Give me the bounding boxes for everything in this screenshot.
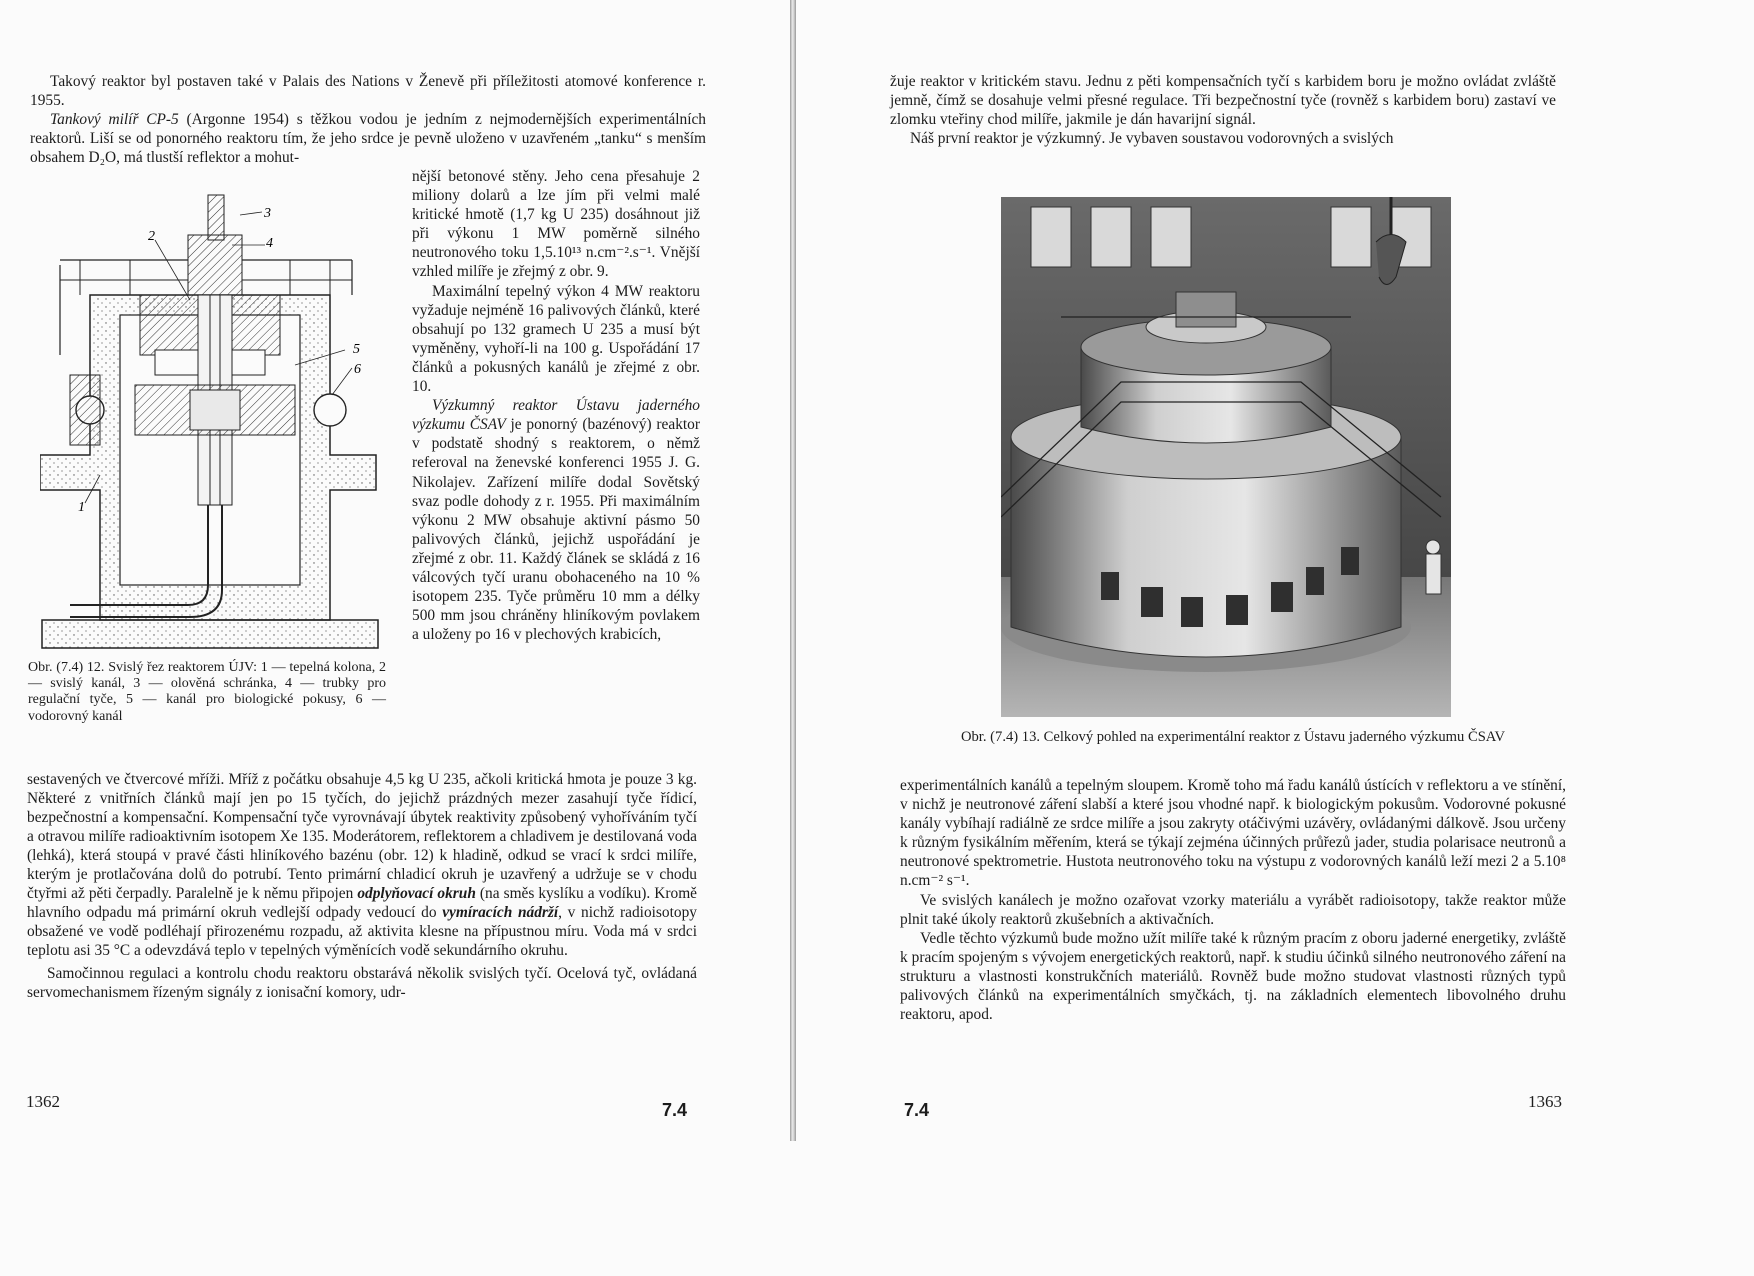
paragraph-regulation-cont: žuje reaktor v kritickém stavu. Jednu z pěti kompensačních tyčí s karbidem boru je možno ovládat zvláště jemně, čímž se dosahuje velmi přesné regulace. Tři bezpečnostní tyče (rovněž s karbidem boru) zastaví ve zlomku vteřiny chod milíře, jakmile je dán havarijní signál. — [890, 73, 1556, 129]
left-page — [0, 0, 790, 1141]
figure-label-4: 4 — [266, 236, 273, 251]
paragraph-vertical-channels: Ve svislých kanálech je možno ozařovat vzorky materiálu a vyrábět radioisotopy, takže reaktor může plnit také úkoly reaktorů zkušebních a aktivačních. — [900, 891, 1566, 928]
paragraph-ujv-body: je ponorný (bazénový) reaktor v podstatě shodný s reaktorem, o němž referoval na ženevské konferenci 1955 J. G. Nikolajev. Zařízení milíře dodal Sovětský svaz podle dohody z r. 1955. Při maximálním výkonu 2 MW obsahuje aktivní pásmo 50 palivových článků, jejichž uspořádání je zřejmé z obr. 11. Každý článek se skládá z 16 válcových tyčí uranu obohaceného na 10 % isotopem 235. Tyče průměru 10 mm a délky 500 mm jsou chráněny hliníkovým povlakem a uloženy po 16 v plechových krabicích, — [412, 416, 700, 644]
paragraph-lattice-b: (na směs kyslíku a vodíku). Kromě hlavního odpadu má primární okruh vedlejší odpady vedoucí do — [27, 885, 697, 921]
left-bottom-text — [27, 770, 697, 1002]
paragraph-max-power: Maximální tepelný výkon 4 MW reaktoru vyžaduje nejméně 16 palivových článků, které obsahují po 132 gramech U 235 a musí být vyměněny, vyhoří-li na 100 g. Uspořádání 17 článků a pokusných kanálů je zřejmé z obr. 10. — [412, 282, 700, 396]
paragraph-energetics: Vedle těchto výzkumů bude možno užít milíře také k různým pracím z oboru jaderné energetiky, zvláště k pracím spojeným s vývojem energetických reaktorů, např. k studiu účinků silného neutronového záření na strukturu a vlastnosti konstrukčních materiálů. Rovněž bude možno studovat vlastnosti různých typů palivových článků na experimentálních smyčkách, tj. na základních elementech libovolného druhu reaktoru, apod. — [900, 929, 1566, 1024]
reactor-hall-photo — [1001, 197, 1451, 717]
right-page — [796, 0, 1568, 1141]
term-cp5: Tankový milíř CP-5 — [50, 111, 179, 129]
term-degassing-circuit: odplyňovací okruh — [357, 885, 476, 902]
paragraph-channels: experimentálních kanálů a tepelným sloupem. Kromě toho má řadu kanálů ústících v reflektoru a ve stínění, v nichž je neutronové záření slabší a které jsou vhodné např. k biologickým pokusům. Vodorovné pokusné kanály vybíhají radiálně ze srdce milíře a jsou zakryty otáčivými uzávěry, ovládanými dálkově. Jsou určeny k různým fysikálním měřením, která se týkají zejména účinných průřezů jader, studia polarisace neutronů a neutronové spektrometrie. Hustota neutronového toku na výstupu z vodorovných kanálů leží mezi 2 a 5.10⁸ n.cm⁻² s⁻¹. — [900, 777, 1566, 890]
paragraph-cp5-cont: nější betonové stěny. Jeho cena přesahuje 2 miliony dolarů a lze jím při velmi malé kritické hmotě (1,7 kg U 235) dosáhnout již při výkonu 1 MW poměrně silného neutronového toku 1,5.10¹³ n.cm⁻².s⁻¹. Vnější vzhled milíře je zřejmý z obr. 9. — [412, 168, 700, 281]
paragraph-palais: Takový reaktor byl postaven také v Palais des Nations v Ženevě při příležitosti atomové konference r. 1955. — [30, 73, 706, 110]
term-decay-tanks: vymíracích nádrží — [442, 904, 559, 921]
paragraph-lattice-c: , v nichž radioisotopy obsažené ve vodě podléhají přirozenému rozpadu, až aktivita klesne na přípustnou míru. Voda má v srdci teplotu asi 35 °C a odevzdává teplo v tepelných výměnících vodě sekundárního okruhu. — [27, 904, 697, 959]
figure-label-1: 1 — [78, 500, 85, 515]
page-number-left: 1362 — [26, 1092, 60, 1111]
figure-label-6: 6 — [354, 362, 361, 377]
section-number-right: 7.4 — [904, 1100, 930, 1120]
figure-label-3: 3 — [264, 206, 271, 221]
term-ujv-reactor: Výzkumný reaktor Ústavu jaderného výzkumu ČSAV — [412, 397, 700, 434]
page-number-right: 1363 — [1528, 1092, 1562, 1111]
paragraph-lattice — [27, 770, 697, 960]
figure-label-2: 2 — [148, 229, 155, 244]
figure-label-5: 5 — [353, 342, 360, 357]
right-bottom-text — [900, 776, 1566, 1024]
figure-12-caption-text: Obr. (7.4) 12. Svislý řez reaktorem ÚJV: 1 — tepelná kolona, 2 — svislý kanál, 3 — olověná schránka, 4 — trubky pro regulační tyče, 5 — kanál pro biologické pokusy, 6 — vodorovný kanál — [28, 660, 386, 724]
right-top-text — [890, 72, 1556, 148]
figure-13-caption: Obr. (7.4) 13. Celkový pohled na experimentální reaktor z Ústavu jaderného výzkumu ČSAV — [960, 729, 1506, 745]
paragraph-ujv — [412, 396, 700, 644]
left-narrow-column — [412, 167, 700, 644]
paragraph-regulation: Samočinnou regulaci a kontrolu chodu reaktoru obstarává několik svislých tyčí. Ocelová tyč, ovládaná servomechanismem řízeným signály z ionisační komory, udr- — [27, 965, 697, 1001]
section-number-left: 7.4 — [662, 1100, 688, 1120]
reactor-cross-section-figure — [40, 185, 385, 650]
paragraph-cp5 — [30, 110, 706, 167]
figure-12-caption — [28, 660, 386, 725]
paragraph-lattice-a: sestavených ve čtvercové mříži. Mříž z počátku obsahuje 4,5 kg U 235, ačkoli kritická hmota je pouze 3 kg. Některé z vnitřních článků mají jen po 15 tyčích, do jejichž prázdných mezer zasahují tyče řídicí, bezpečnostní a kompensační. Kompensační tyče vyrovnávají úbytek reaktivity způsobený vyhoříváním tyčí a otravou milíře radioaktivním isotopem Xe 135. Moderátorem, reflektorem a chladivem je destilovaná voda (lehká), která stoupá v pravé části hliníkového bazénu (obr. 12) k hladině, odkud se vrací k srdci milíře, kterým je protlačována dolů do potrubí. Tento primární chladicí okruh je uzavřený a udržuje se v chodu čtyřmi až pěti čerpadly. Paralelně je k němu připojen — [27, 771, 697, 902]
paragraph-first-reactor: Náš první reaktor je výzkumný. Je vybaven soustavou vodorovných a svislých — [910, 130, 1394, 148]
left-top-text — [30, 72, 706, 167]
paragraph-cp5-body: (Argonne 1954) s těžkou vodou je jedním z nejmodernějších experimentálních reaktorů. Liší se od ponorného reaktoru tím, že jeho srdce je pevně uloženo v uzavřeném „tanku“ s menším obsahem D₂O, má tlustší reflektor a mohut- — [30, 111, 706, 167]
